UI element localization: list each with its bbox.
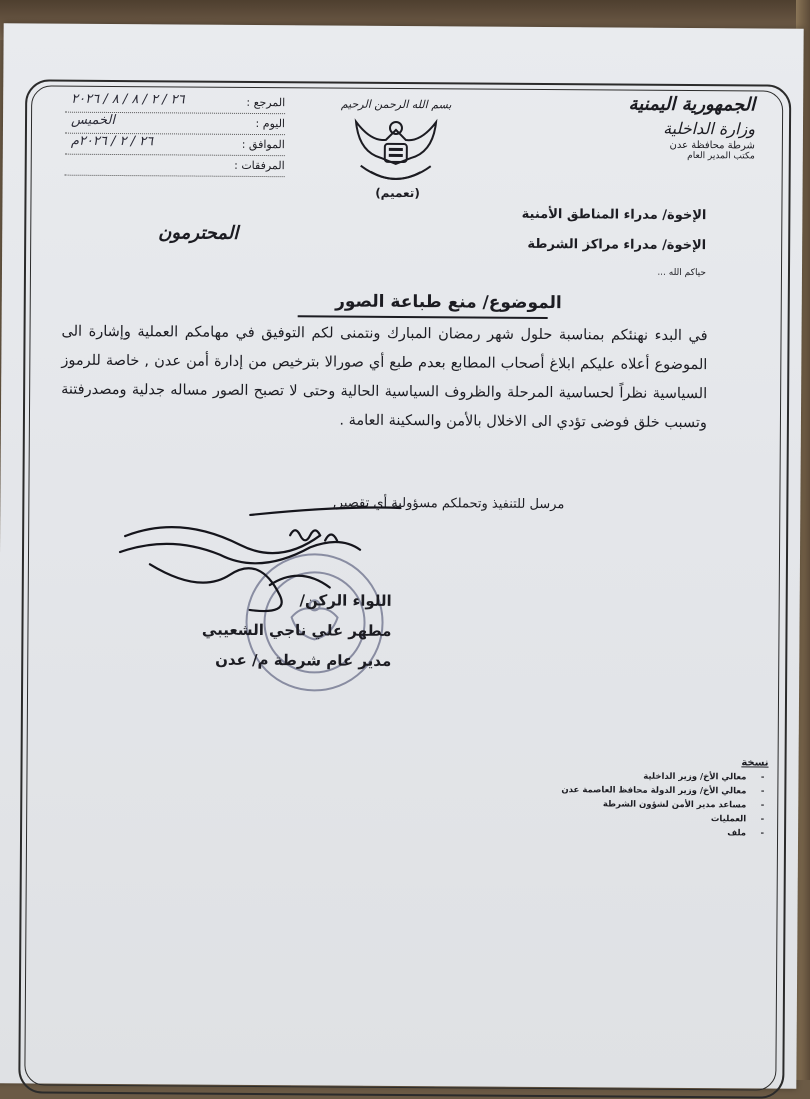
day-row [65,113,285,136]
copy-item: - مساعد مدير الأمن لشؤون الشرطة [558,797,768,812]
copies-list [558,755,769,840]
respected-label: المحترمون [158,222,239,244]
copies-header: نسخة [741,757,769,769]
body-paragraph: في البدء نهنئكم بمناسبة حلول شهر رمضان المبارك ونتمنى لكم التوفيق في مهامكم العملية وإشارة الى الموضوع أعلاه عليكم ابلاغ أصحاب المطابع بعدم طبع أي صورالا بترخيص من إدارة أمن عدن , خاصة للرموز السياسية نظراً لحساسية المرحلة والظروف السياسية الحالية وحتى لا تصبح الصور مساله جدلية ومصدرفتنة وتسبب خلق فوضى تؤدي الى الاخلال بالأمن والسكينة العامة . [61,323,708,432]
basmala: بسم الله الرحمن الرحيم [340,97,452,112]
day-label: اليوم : [255,116,286,131]
subject-line: الموضوع/ منع طباعة الصور [335,291,562,314]
circular-label: (تعميم) [375,185,420,201]
date-label: الموافق : [241,137,285,152]
closing-line: مرسل للتنفيذ وتحملكم مسؤولية أي تقصير, [332,495,565,513]
signer-block [91,584,392,676]
ref-value: ٢٦ / ٢ / ٨ / ٨ / ٢٠٢٦ [71,91,185,108]
addressee-1: الإخوة/ مدراء المناطق الأمنية [521,206,707,224]
date-row [65,134,285,157]
ref-label: المرجع : [246,95,286,110]
copy-item: - معالي الأخ/ وزير الدولة محافظ العاصمة عدن [558,783,768,798]
addressee-2: الإخوة/ مدراء مراكز الشرطة [527,236,707,254]
yemen-eagle-emblem-icon [341,112,452,193]
copy-item: - معالي الأخ/ وزير الداخلية [558,769,768,784]
org-police: شرطة محافظة عدن [669,139,755,152]
signer-title: اللواء الركن/ [299,591,392,610]
attachments-label: المرفقات : [234,158,285,173]
org-country: الجمهورية اليمنية [628,93,756,116]
signer-name: مطهر علي ناجي الشعيبي [201,620,392,640]
greeting: حياكم الله ... [657,267,707,279]
org-ministry: وزارة الداخلية [663,118,756,139]
day-value: الخميس [70,112,116,128]
date-value: ٢٦ / ٢ / ٢٠٢٦م [70,133,154,150]
organization-header [515,93,755,162]
org-office: مكتب المدير العام [687,150,755,162]
attachments-row [65,155,285,178]
reference-block [65,92,286,178]
signer-position: مدير عام شرطة م/ عدن [215,650,392,670]
document-paper [0,23,804,1089]
copy-item: - العمليات [558,811,768,826]
subject-underline [298,315,548,319]
copy-item: - ملف [558,825,768,840]
ref-row [65,92,285,115]
